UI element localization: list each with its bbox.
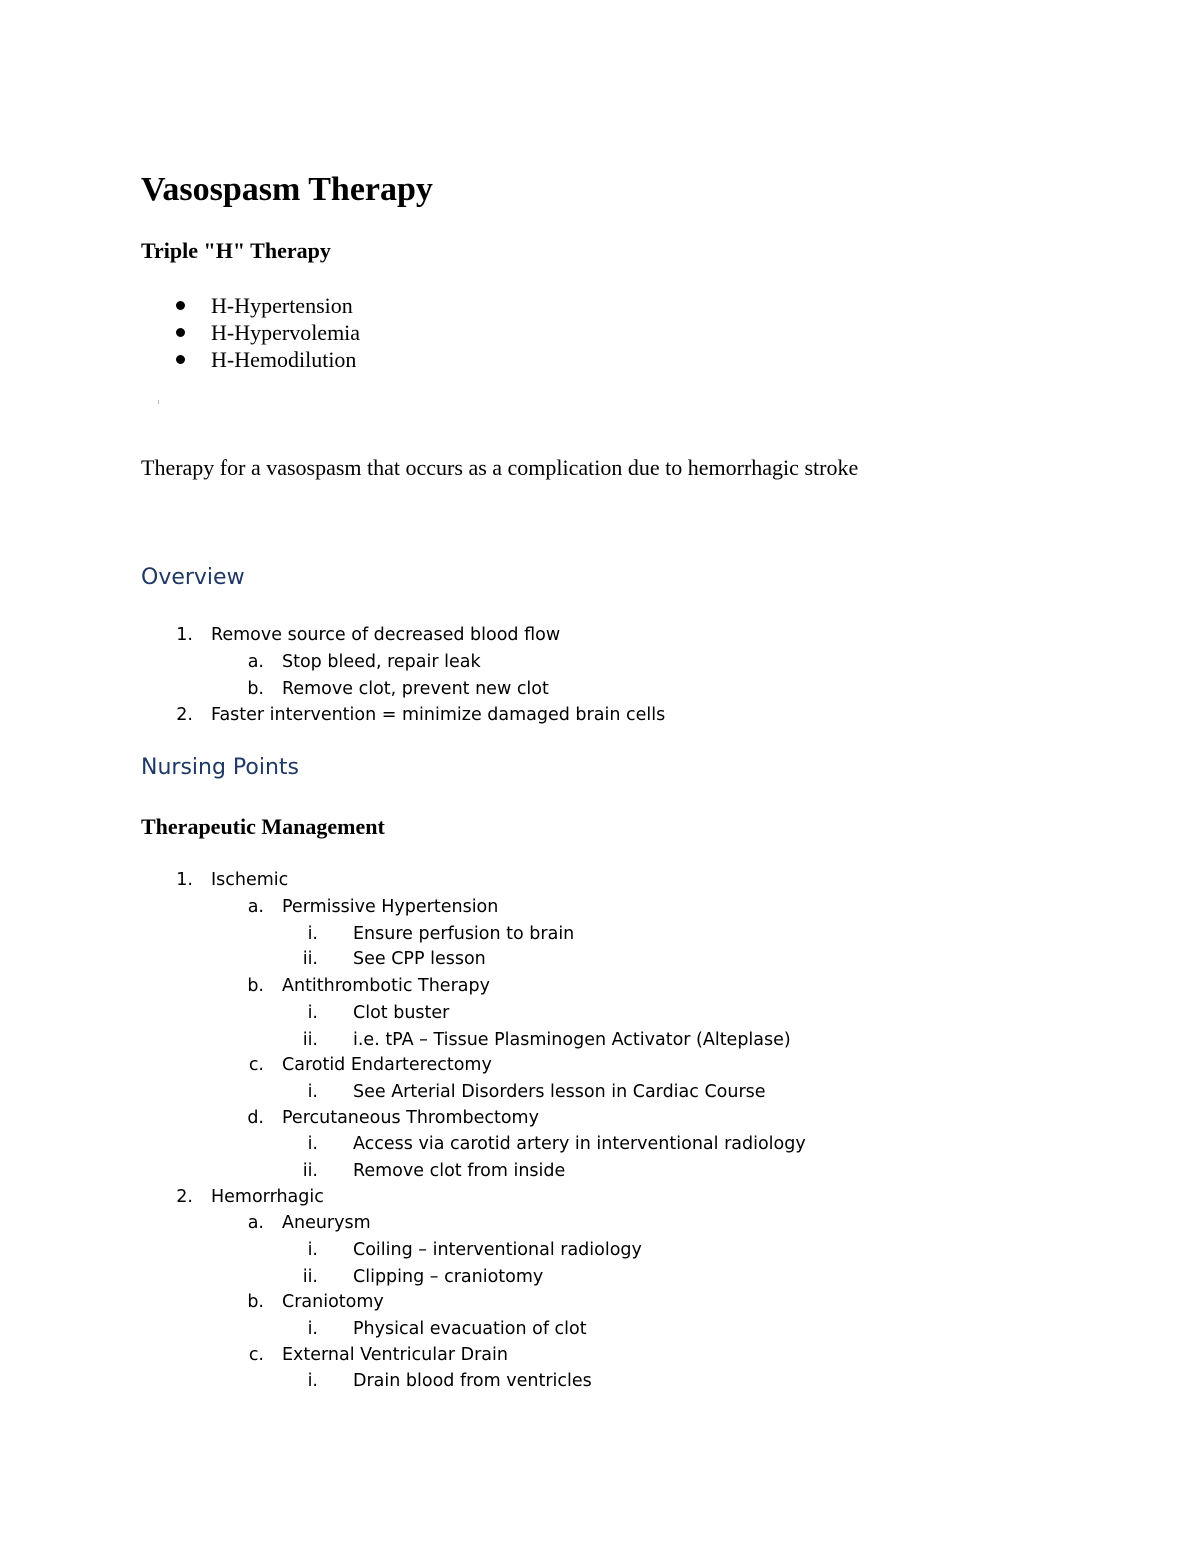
list-item: H-Hypertension — [211, 293, 353, 318]
list-item: External Ventricular Drain — [282, 1345, 508, 1365]
list-marker: 1. — [176, 625, 193, 645]
list-item: Physical evacuation of clot — [353, 1319, 587, 1339]
list-item: Carotid Endarterectomy — [282, 1055, 492, 1075]
list-marker: ii. — [302, 949, 318, 969]
list-marker: ii. — [302, 1267, 318, 1287]
list-marker: 2. — [176, 705, 193, 725]
list-item: Craniotomy — [282, 1292, 384, 1312]
list-item: H-Hemodilution — [211, 347, 357, 372]
list-item: Remove clot from inside — [353, 1161, 566, 1181]
list-marker: i. — [307, 1371, 318, 1391]
page-title: Vasospasm Therapy — [141, 171, 433, 208]
list-item: Aneurysm — [282, 1213, 371, 1233]
list-item: Antithrombotic Therapy — [282, 976, 490, 996]
list-marker: b. — [247, 976, 264, 996]
list-marker: d. — [247, 1108, 264, 1128]
list-item: Faster intervention = minimize damaged brain cells — [211, 705, 666, 725]
list-marker: c. — [248, 1055, 264, 1075]
list-item: Remove clot, prevent new clot — [282, 679, 549, 699]
list-marker: i. — [307, 1134, 318, 1154]
list-item: Hemorrhagic — [211, 1187, 324, 1207]
list-item: Remove source of decreased blood flow — [211, 625, 561, 645]
bullet-icon — [176, 355, 185, 364]
list-marker: a. — [247, 1213, 264, 1233]
list-marker: a. — [247, 652, 264, 672]
list-item: Percutaneous Thrombectomy — [282, 1108, 539, 1128]
list-marker: i. — [307, 924, 318, 944]
list-marker: ii. — [302, 1030, 318, 1050]
list-item: Ischemic — [211, 870, 289, 890]
list-item: See CPP lesson — [353, 949, 486, 969]
list-marker: b. — [247, 679, 264, 699]
list-marker: ii. — [302, 1161, 318, 1181]
list-item: See Arterial Disorders lesson in Cardiac Course — [353, 1082, 766, 1102]
description-paragraph: Therapy for a vasospasm that occurs as a complication due to hemorrhagic stroke — [141, 455, 859, 480]
list-item: Stop bleed, repair leak — [282, 652, 481, 672]
list-marker: i. — [307, 1319, 318, 1339]
list-marker: b. — [247, 1292, 264, 1312]
list-item: i.e. tPA – Tissue Plasminogen Activator (Alteplase) — [353, 1030, 791, 1050]
list-item: Coiling – interventional radiology — [353, 1240, 642, 1260]
list-item: H-Hypervolemia — [211, 320, 361, 345]
list-marker: 1. — [176, 870, 193, 890]
list-marker: c. — [248, 1345, 264, 1365]
list-item: Access via carotid artery in interventional radiology — [353, 1134, 806, 1154]
list-item: Drain blood from ventricles — [353, 1371, 592, 1391]
list-item: Permissive Hypertension — [282, 897, 499, 917]
nursing-points-heading: Nursing Points — [141, 755, 300, 780]
list-marker: i. — [307, 1082, 318, 1102]
list-item: Clot buster — [353, 1003, 450, 1023]
bullet-icon — [176, 328, 185, 337]
list-item: Clipping – craniotomy — [353, 1267, 544, 1287]
list-marker: i. — [307, 1003, 318, 1023]
list-marker: a. — [247, 897, 264, 917]
therapeutic-management-heading: Therapeutic Management — [141, 814, 385, 839]
bullet-icon — [176, 301, 185, 310]
overview-heading: Overview — [141, 565, 245, 590]
section-subtitle: Triple "H" Therapy — [141, 238, 331, 263]
empty-paragraph-mark — [158, 400, 159, 404]
list-marker: 2. — [176, 1187, 193, 1207]
list-marker: i. — [307, 1240, 318, 1260]
list-item: Ensure perfusion to brain — [353, 924, 575, 944]
